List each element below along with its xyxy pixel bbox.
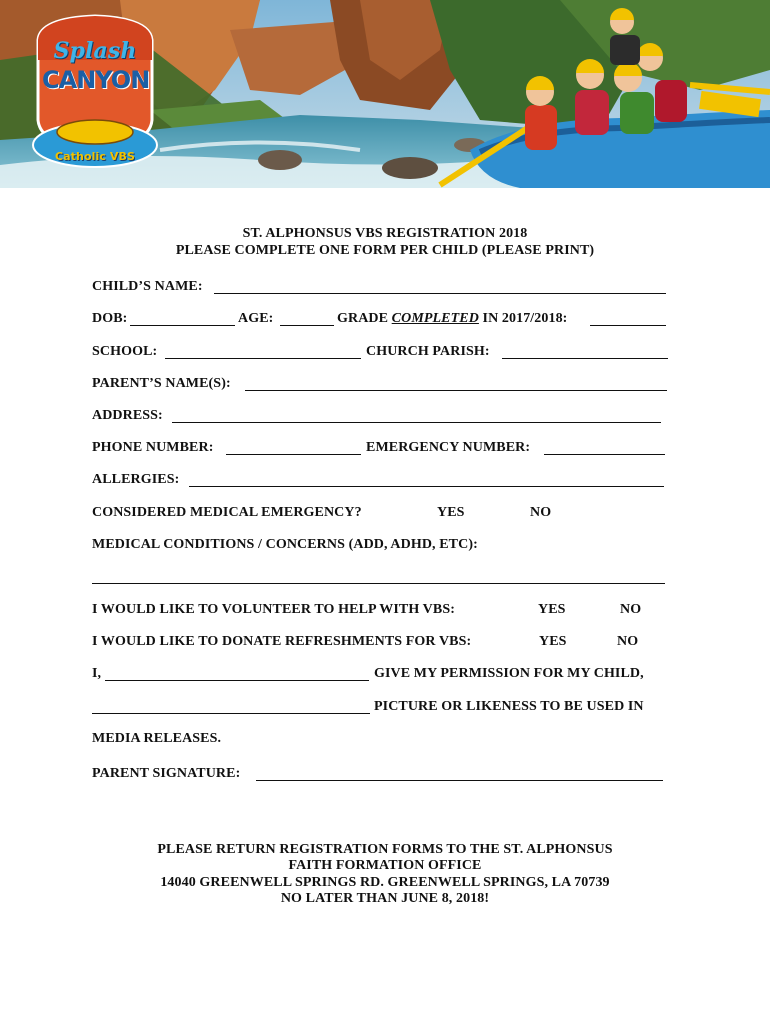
school-label: SCHOOL: <box>92 344 158 359</box>
dob-label: DOB: <box>92 311 128 326</box>
donate-label: I WOULD LIKE TO DONATE REFRESHMENTS FOR VBS: <box>92 634 472 649</box>
footer-deadline: NO LATER THAN JUNE 8, 2018! <box>280 891 490 906</box>
age-field[interactable] <box>280 325 334 326</box>
logo-script-text: Splash <box>53 38 137 64</box>
footer-line-1: PLEASE RETURN REGISTRATION FORMS TO THE ST. ALPHONSUS <box>157 842 613 857</box>
footer-address: 14040 GREENWELL SPRINGS RD. GREENWELL SPRINGS, LA 70739 <box>160 875 610 890</box>
grade-label-emphasis: COMPLETED <box>391 311 479 326</box>
permission-text: GIVE MY PERMISSION FOR MY CHILD, <box>374 666 644 681</box>
medical-emergency-label: CONSIDERED MEDICAL EMERGENCY? <box>92 505 362 520</box>
form-title: ST. ALPHONSUS VBS REGISTRATION 2018 <box>242 226 528 241</box>
address-field[interactable] <box>172 422 661 423</box>
permission-name-field[interactable] <box>105 680 369 681</box>
grade-label-post: IN 2017/2018: <box>482 311 568 326</box>
church-parish-label: CHURCH PARISH: <box>366 344 490 359</box>
medical-conditions-label: MEDICAL CONDITIONS / CONCERNS (ADD, ADHD, ETC): <box>92 537 478 552</box>
phone-field[interactable] <box>226 454 361 455</box>
volunteer-no-option[interactable]: NO <box>620 602 642 617</box>
donate-yes-option[interactable]: YES <box>539 634 567 649</box>
school-field[interactable] <box>165 358 361 359</box>
donate-no-option[interactable]: NO <box>617 634 639 649</box>
medical-emergency-no-option[interactable]: NO <box>530 505 552 520</box>
footer-line-2: FAITH FORMATION OFFICE <box>288 858 482 873</box>
media-releases-text: MEDIA RELEASES. <box>92 731 222 746</box>
child-name-field[interactable] <box>214 293 666 294</box>
allergies-label: ALLERGIES: <box>92 472 180 487</box>
parent-name-label: PARENT’S NAME(S): <box>92 376 231 391</box>
grade-label <box>337 311 567 327</box>
parent-name-field[interactable] <box>245 390 667 391</box>
picture-text: PICTURE OR LIKENESS TO BE USED IN <box>374 699 644 714</box>
permission-prefix: I, <box>92 666 102 681</box>
permission-child-field[interactable] <box>92 713 370 714</box>
allergies-field[interactable] <box>189 486 664 487</box>
dob-field[interactable] <box>130 325 235 326</box>
form-subtitle: PLEASE COMPLETE ONE FORM PER CHILD (PLEASE PRINT) <box>175 243 595 258</box>
volunteer-label: I WOULD LIKE TO VOLUNTEER TO HELP WITH VBS: <box>92 602 455 617</box>
emergency-number-field[interactable] <box>544 454 665 455</box>
medical-conditions-field[interactable] <box>92 583 665 584</box>
child-name-label: CHILD’S NAME: <box>92 279 203 294</box>
age-label: AGE: <box>238 311 274 326</box>
grade-field[interactable] <box>590 325 666 326</box>
logo-title-text: CANYON <box>42 66 150 94</box>
address-label: ADDRESS: <box>92 408 163 423</box>
parent-signature-field[interactable] <box>256 780 663 781</box>
church-parish-field[interactable] <box>502 358 668 359</box>
emergency-number-label: EMERGENCY NUMBER: <box>366 440 531 455</box>
volunteer-yes-option[interactable]: YES <box>538 602 566 617</box>
grade-label-pre: GRADE <box>337 311 389 326</box>
phone-label: PHONE NUMBER: <box>92 440 214 455</box>
logo-tag-text: Catholic VBS <box>54 150 136 163</box>
medical-emergency-yes-option[interactable]: YES <box>437 505 465 520</box>
parent-signature-label: PARENT SIGNATURE: <box>92 766 241 781</box>
